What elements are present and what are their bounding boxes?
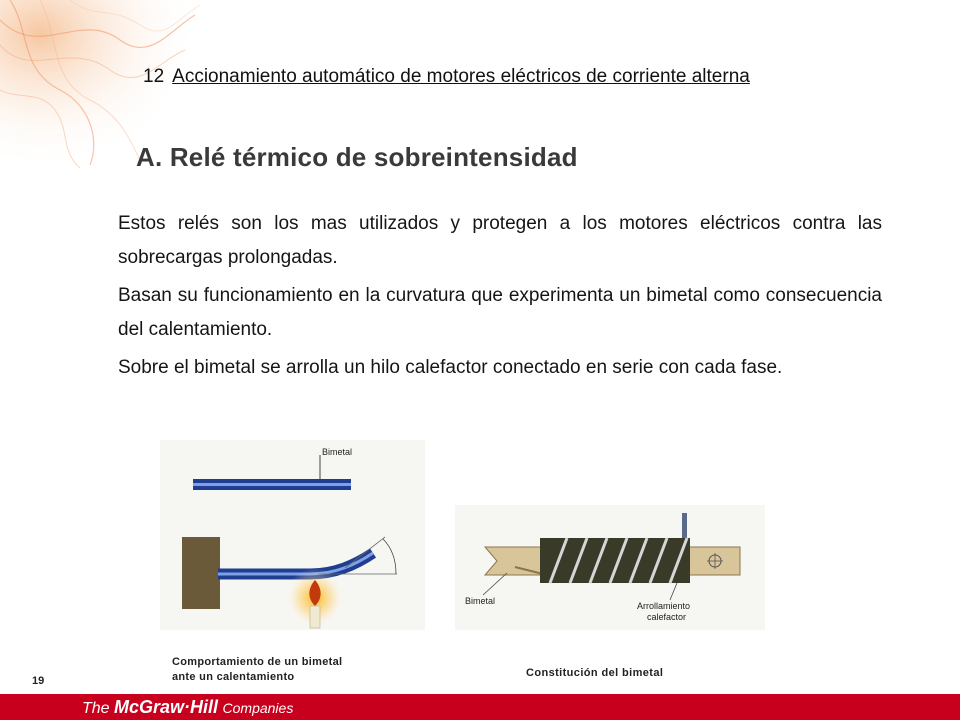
body-text — [118, 207, 882, 389]
figure1-caption-line2: ante un calentamiento — [172, 671, 295, 683]
figure2-caption: Constitución del bimetal — [526, 667, 664, 679]
bimetal-label: Bimetal — [465, 596, 496, 606]
fixed-block — [182, 537, 220, 609]
page-number: 19 — [32, 675, 45, 687]
paragraph-3: Sobre el bimetal se arrolla un hilo calefactor conectado en serie con cada fase. — [118, 357, 783, 378]
logo-companies: Companies — [222, 700, 294, 716]
bimetal-heating-figure — [160, 440, 425, 630]
bimetal-construction-figure — [455, 505, 765, 630]
straight-bimetal — [193, 479, 351, 490]
chapter-title: Accionamiento automático de motores eléctricos de corriente alterna — [172, 66, 750, 87]
chapter-header — [143, 66, 750, 88]
figure1-caption-line1: Comportamiento de un bimetal — [172, 656, 343, 668]
section-title: A. Relé térmico de sobreintensidad — [136, 142, 578, 172]
logo-the: The — [82, 700, 110, 717]
figure1-caption — [172, 655, 342, 685]
footer-bar — [0, 694, 960, 720]
heating-coil — [540, 538, 690, 583]
candle — [310, 606, 320, 628]
chapter-number: 12 — [143, 66, 165, 87]
coil-label-line1: Arrollamiento — [637, 601, 691, 611]
logo-brand: McGraw·Hill — [114, 697, 219, 717]
publisher-logo — [82, 697, 293, 718]
paragraph-2: Basan su funcionamiento en la curvatura que experimenta un bimetal como consecuencia del calentamiento. — [118, 285, 882, 340]
paragraph-1: Estos relés son los mas utilizados y protegen a los motores eléctricos contra las sobrecargas prolongadas. — [118, 213, 882, 268]
coil-label-line2: calefactor — [647, 612, 687, 622]
bimetal-label-top: Bimetal — [322, 447, 353, 457]
